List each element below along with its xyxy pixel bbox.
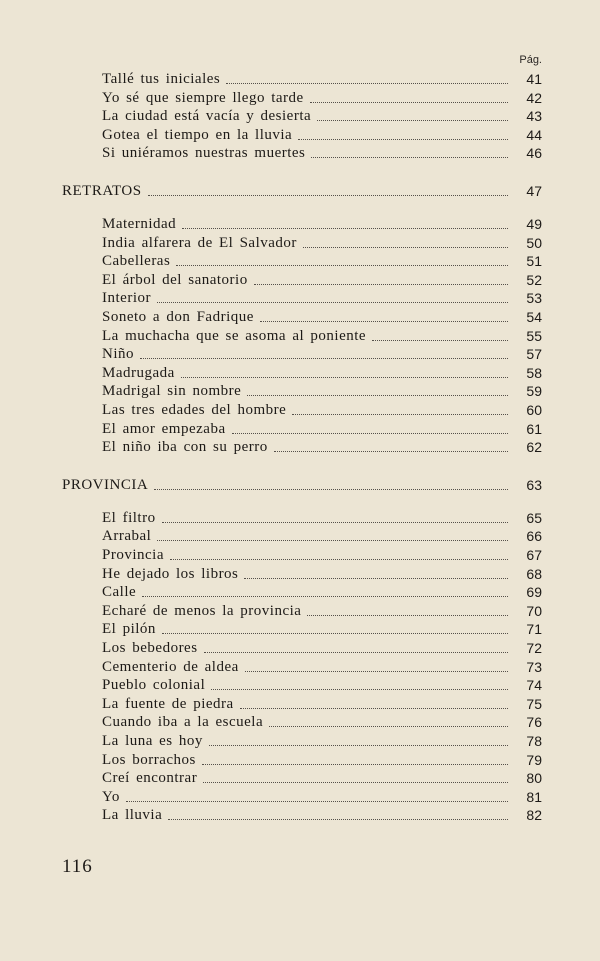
toc-entry <box>102 527 542 545</box>
toc-entry-title: Arrabal <box>102 528 152 545</box>
toc-entry <box>102 401 542 419</box>
toc-entry <box>102 438 542 456</box>
toc-entry-page: 53 <box>526 290 542 307</box>
dot-leader <box>148 194 508 196</box>
toc-entry <box>102 126 542 144</box>
toc-entry <box>102 345 542 363</box>
dot-leader <box>292 413 508 415</box>
toc-entry-title: La fuente de piedra <box>102 695 234 712</box>
dot-leader <box>170 558 508 560</box>
dot-leader <box>203 781 508 783</box>
toc-entry-page: 43 <box>526 108 542 125</box>
toc-entry <box>102 252 542 270</box>
dot-leader <box>142 595 508 597</box>
toc-entry-page: 72 <box>526 640 542 656</box>
toc-entry-title: Los borrachos <box>102 751 196 768</box>
toc-entry-page: 51 <box>526 253 542 270</box>
toc-entry-page: 42 <box>526 89 542 106</box>
toc-entry <box>102 271 542 289</box>
toc-entry <box>102 289 542 307</box>
toc-entry <box>102 546 542 564</box>
toc-entry-page: 44 <box>526 126 542 143</box>
toc-entry <box>102 89 542 107</box>
toc-entry-title: Calle <box>102 584 137 601</box>
dot-leader <box>162 632 508 634</box>
toc-entry-title: Soneto a don Fadrique <box>102 309 254 325</box>
dot-leader <box>254 283 508 285</box>
toc-entry-page: 82 <box>526 807 542 824</box>
toc-entry <box>102 713 542 731</box>
toc-entry-title: Las tres edades del hombre <box>102 402 287 418</box>
dot-leader <box>247 394 508 396</box>
dot-leader <box>372 339 508 341</box>
dot-leader <box>317 119 508 121</box>
dot-leader <box>240 707 508 709</box>
toc-entry-page: 58 <box>526 364 542 381</box>
dot-leader <box>182 227 508 229</box>
toc-entry-title: Los bebedores <box>102 640 198 656</box>
toc-entry-title: Echaré de menos la provincia <box>102 602 302 619</box>
page-column-label: Pág. <box>519 54 542 66</box>
toc-entry-page: 62 <box>526 439 542 456</box>
dot-leader <box>244 577 508 579</box>
dot-leader <box>168 818 508 820</box>
dot-leader <box>157 301 508 303</box>
toc-entry-page: 59 <box>526 383 542 400</box>
toc-entry-title: Yo <box>102 788 120 805</box>
toc-entry-page: 78 <box>526 733 542 749</box>
toc-entry-page: 41 <box>526 71 542 87</box>
toc-entry-page: 68 <box>526 565 542 582</box>
toc-entry <box>102 620 542 638</box>
toc-entry <box>102 602 542 620</box>
toc-entry-title: Pueblo colonial <box>102 677 206 694</box>
dot-leader <box>226 82 508 84</box>
toc-entry <box>102 420 542 438</box>
toc-entry-title: Cementerio de aldea <box>102 658 239 675</box>
toc-entry <box>102 806 542 824</box>
dot-leader <box>311 156 508 158</box>
toc-entry-page: 65 <box>526 509 542 526</box>
toc-entry-title: Interior <box>102 290 151 307</box>
toc-entry-title: He dejado los libros <box>102 565 239 582</box>
toc-entry-page: 75 <box>526 695 542 712</box>
dot-leader <box>157 539 508 541</box>
toc-entry-title: Provincia <box>102 547 164 563</box>
toc-entry <box>102 308 542 326</box>
toc-entry-title: Tallé tus iniciales <box>102 71 221 87</box>
toc-entry-page: 70 <box>526 602 542 619</box>
toc-entry <box>102 639 542 657</box>
toc-entry <box>102 732 542 750</box>
dot-leader <box>232 432 508 434</box>
toc-entry-title: Si uniéramos nuestras muertes <box>102 145 306 162</box>
toc-entry-page: 54 <box>526 309 542 325</box>
toc-entry <box>102 676 542 694</box>
toc-entry-page: 71 <box>526 621 542 638</box>
toc-entry-title: El pilón <box>102 621 156 638</box>
dot-leader <box>154 488 508 490</box>
toc-section-heading-page: 47 <box>526 183 542 199</box>
page-number: 116 <box>62 856 93 877</box>
toc-entry-page: 76 <box>526 714 542 731</box>
toc-entry <box>102 327 542 345</box>
toc-entry-page: 52 <box>526 271 542 288</box>
toc-entry <box>102 565 542 583</box>
toc-entry-title: El amor empezaba <box>102 420 226 437</box>
toc-entry-title: Yo sé que siempre llego tarde <box>102 89 304 106</box>
dot-leader <box>269 725 508 727</box>
toc-entry-page: 67 <box>526 547 542 563</box>
dot-leader <box>303 246 508 248</box>
toc-entry-page: 55 <box>526 327 542 344</box>
dot-leader <box>181 376 508 378</box>
dot-leader <box>274 450 508 452</box>
toc-entry <box>102 382 542 400</box>
toc-entry-title: Madrigal sin nombre <box>102 383 242 400</box>
toc-entry-title: El niño iba con su perro <box>102 439 268 456</box>
toc-entry-title: Maternidad <box>102 216 177 232</box>
toc-entry-page: 66 <box>526 528 542 545</box>
toc-entry <box>102 509 542 527</box>
toc-entry-title: El filtro <box>102 509 156 526</box>
toc-entry <box>102 583 542 601</box>
dot-leader <box>126 800 508 802</box>
toc-entry-title: La muchacha que se asoma al poniente <box>102 327 367 344</box>
dot-leader <box>245 670 508 672</box>
toc-entry-title: Niño <box>102 346 134 363</box>
toc-section-heading <box>62 476 542 494</box>
toc-entry-title: India alfarera de El Salvador <box>102 234 297 251</box>
toc-entry-title: La lluvia <box>102 807 163 824</box>
toc-entry-page: 74 <box>526 677 542 694</box>
toc-entry-page: 73 <box>526 658 542 675</box>
toc-entry <box>102 788 542 806</box>
toc-entry-page: 46 <box>526 145 542 162</box>
dot-leader <box>162 521 508 523</box>
toc-entry-page: 80 <box>526 770 542 787</box>
toc-entry-page: 50 <box>526 234 542 251</box>
toc-entry-page: 57 <box>526 346 542 363</box>
dot-leader <box>209 744 508 746</box>
toc-entry-page: 61 <box>526 420 542 437</box>
toc-entry-page: 60 <box>526 402 542 418</box>
toc-section-heading <box>62 182 542 200</box>
toc-entry <box>102 751 542 769</box>
toc-entry <box>102 658 542 676</box>
toc-entry-page: 69 <box>526 584 542 601</box>
toc-entry <box>102 234 542 252</box>
toc-entry <box>102 695 542 713</box>
dot-leader <box>140 357 508 359</box>
toc-entry <box>102 769 542 787</box>
dot-leader <box>298 138 508 140</box>
dot-leader <box>307 614 508 616</box>
toc-entry-title: Cuando iba a la escuela <box>102 714 264 731</box>
toc-section-heading-title: RETRATOS <box>62 183 142 199</box>
toc-entry-title: Cabelleras <box>102 253 171 270</box>
toc-entry-title: La ciudad está vacía y desierta <box>102 108 312 125</box>
toc-entry <box>102 144 542 162</box>
toc-entry-title: Gotea el tiempo en la lluvia <box>102 126 293 143</box>
toc-entry <box>102 70 542 88</box>
toc-entry <box>102 215 542 233</box>
toc-entry-title: Madrugada <box>102 364 175 381</box>
toc-section-heading-title: PROVINCIA <box>62 476 149 493</box>
toc-entry-page: 49 <box>526 216 542 232</box>
dot-leader <box>204 651 508 653</box>
toc-entry-page: 81 <box>526 788 542 805</box>
dot-leader <box>211 688 508 690</box>
toc-entry-title: La luna es hoy <box>102 733 203 749</box>
toc-entry-title: El árbol del sanatorio <box>102 271 248 288</box>
toc-entry <box>102 364 542 382</box>
toc-section-heading-page: 63 <box>526 476 542 493</box>
dot-leader <box>176 264 508 266</box>
toc-entry-title: Creí encontrar <box>102 770 198 787</box>
toc-entry-page: 79 <box>526 751 542 768</box>
dot-leader <box>260 320 508 322</box>
dot-leader <box>310 101 508 103</box>
toc-entry <box>102 107 542 125</box>
dot-leader <box>202 763 508 765</box>
